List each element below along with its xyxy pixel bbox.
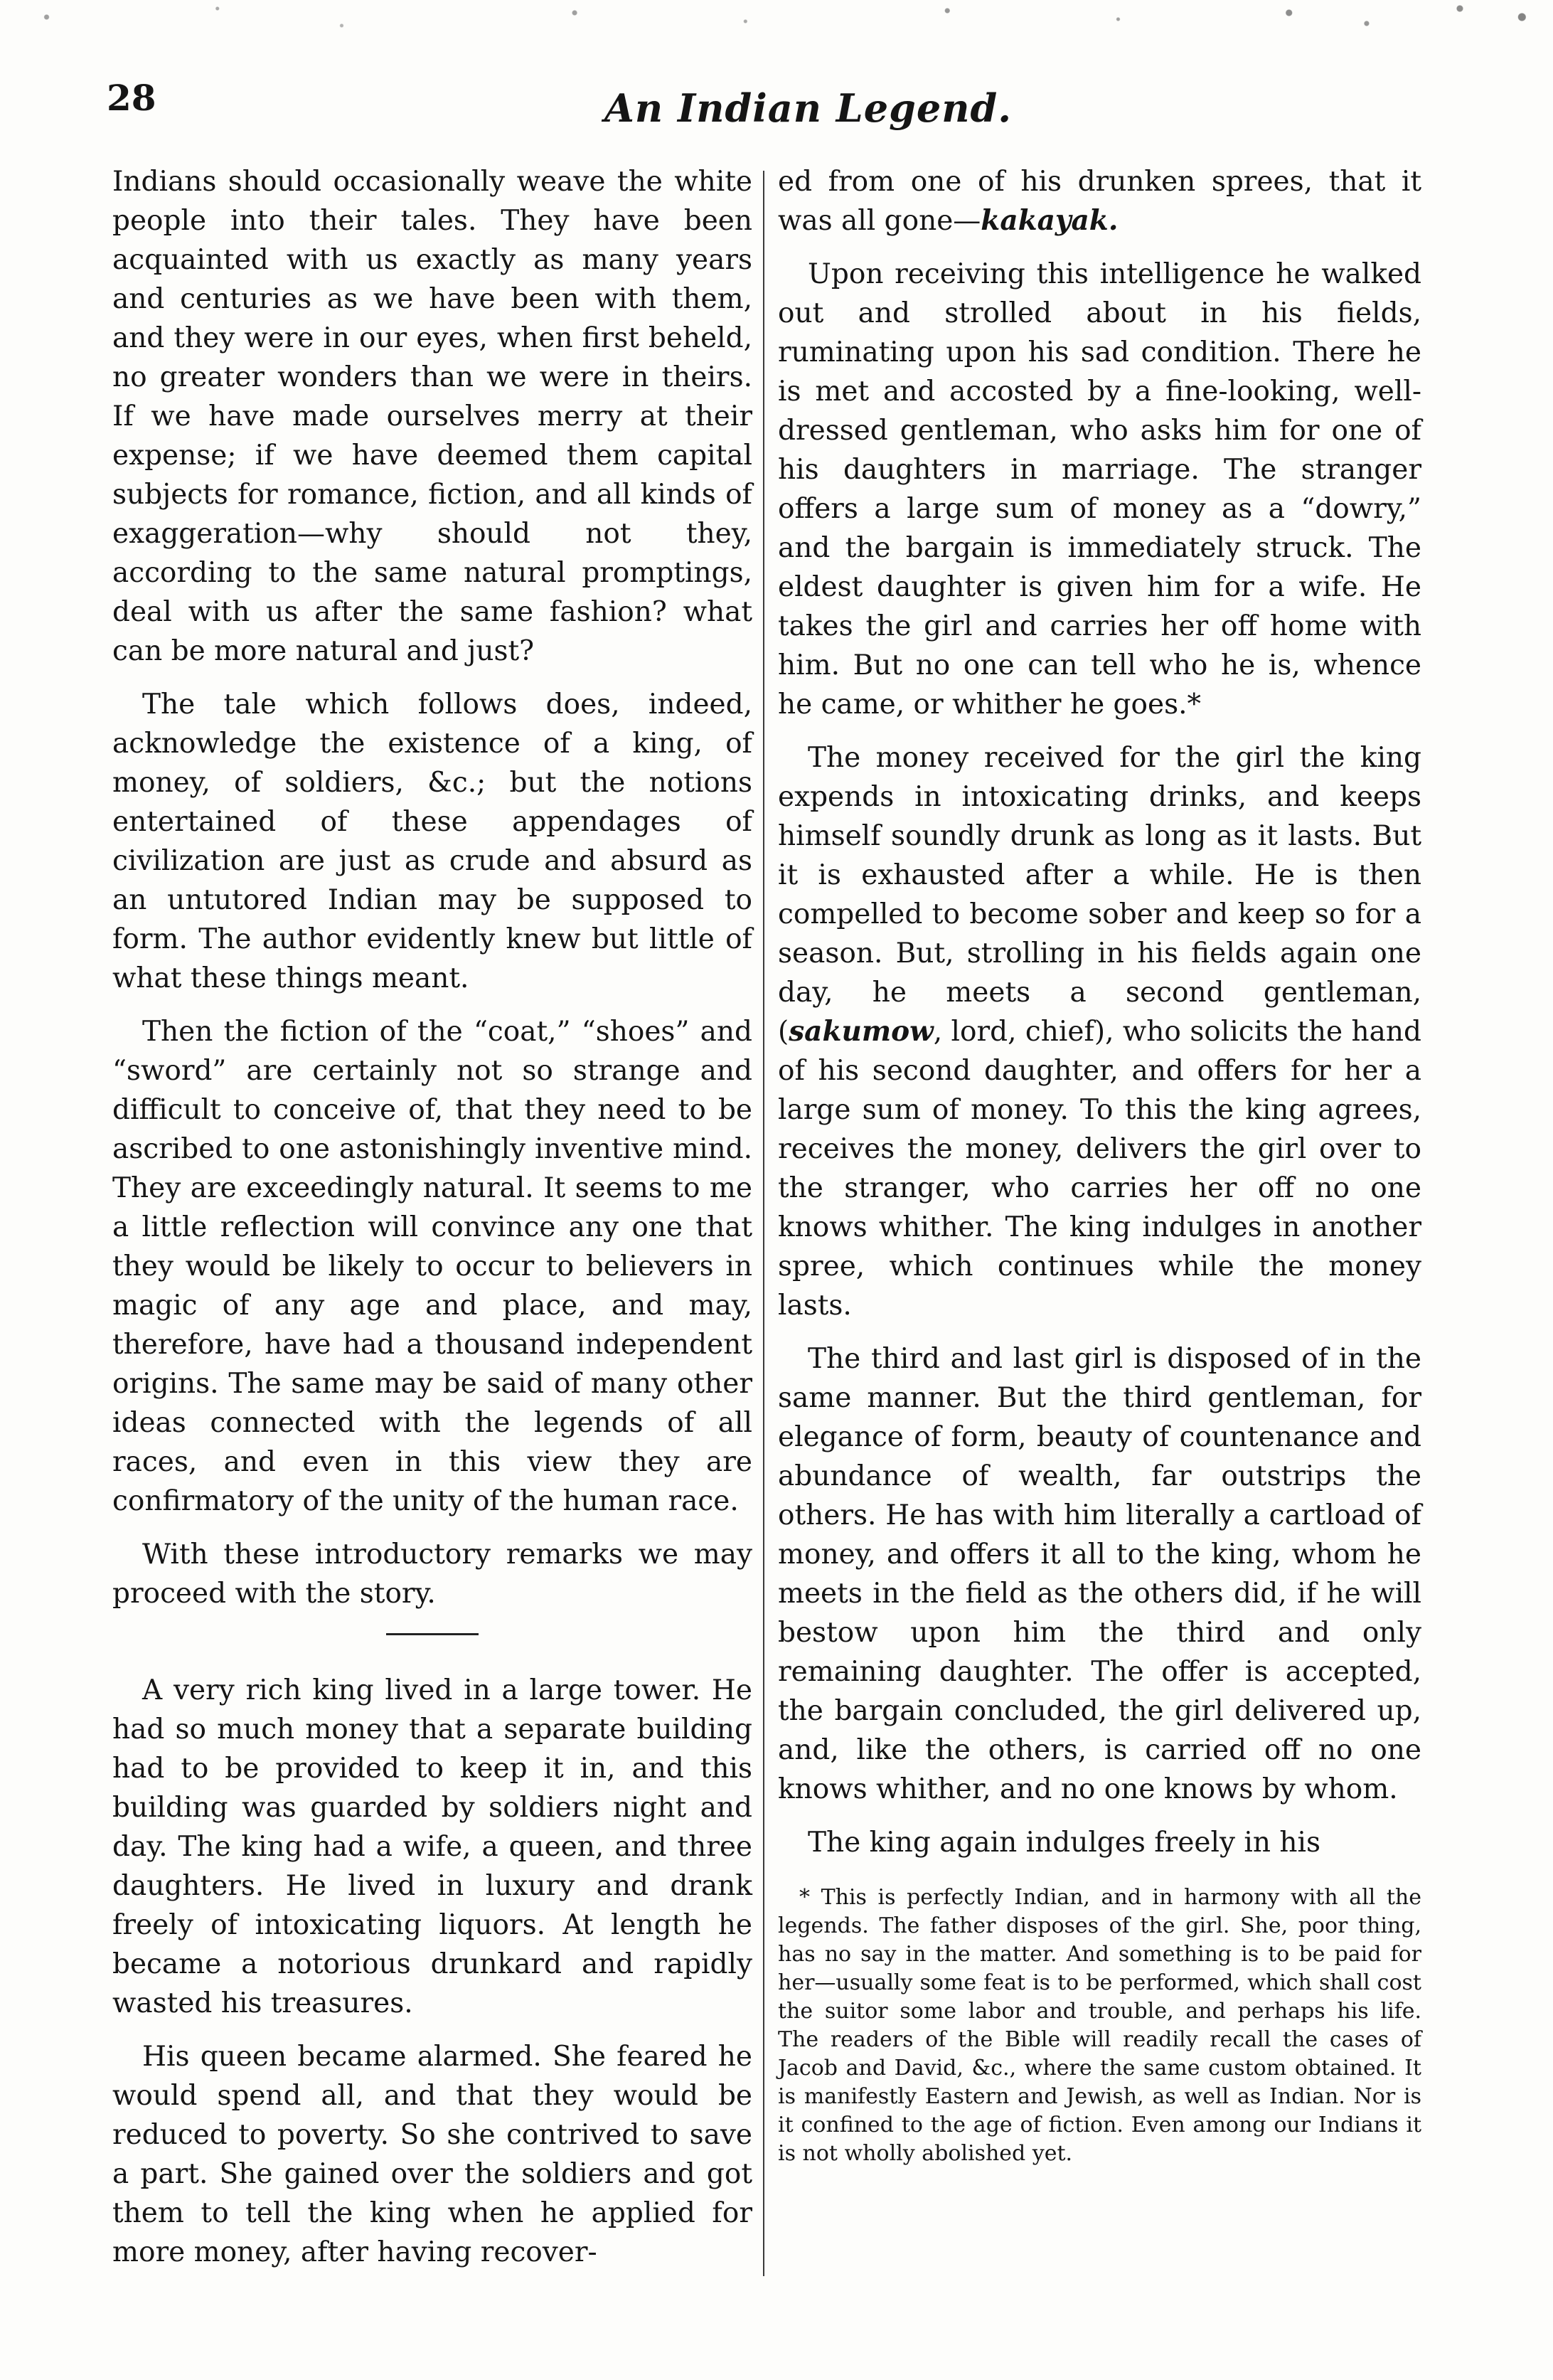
right-column: [778, 162, 1421, 2168]
page-edge-speckle: [0, 0, 1553, 43]
paragraph: The tale which follows does, indeed, acknowledge the existence of a king, of money, of soldiers, &c.; but the notions entertained of these appendages of civilization are just as crude and absurd as an untutored Indian may be supposed to form. The author evidently knew but little of what these things meant.: [112, 689, 752, 994]
paragraph: Upon receiving this intelligence he walked out and strolled about in his fields, ruminating upon his sad condition. There he is met and accosted by a fine-looking, well-dressed gentleman, who asks him for one of his daughters in marriage. The stranger offers a large sum of money as a “dowry,” and the bargain is immediately struck. The eldest daughter is given him for a wife. He takes the girl and carries her off home with him. But no one can tell who he is, whence he came, or whither he goes.*: [778, 258, 1421, 721]
page-number: 28: [107, 77, 156, 119]
paragraph-text: ed from one of his drunken sprees, that it was all gone—: [778, 166, 1421, 237]
paragraph: [778, 162, 1421, 240]
running-title: An Indian Legend.: [604, 85, 1013, 131]
page-header: [107, 77, 1443, 141]
paragraph-text: , lord, chief), who solicits the hand of his second daughter, and offers for her a large sum of money. To this the king agrees, receives the money, delivers the girl over to the stranger, who carries her off no one knows whither. The king indulges in another spree, which continues while the money lasts.: [778, 1016, 1421, 1322]
section-separator: [386, 1633, 479, 1635]
paragraph-text: The money received for the girl the king expends in intoxicating drinks, and keeps himself soundly drunk as long as it lasts. But it is exhausted after a while. He is then compelled to become sober and keep so for a season. But, strolling in his fields again one day, he meets a second gentleman, (: [778, 742, 1421, 1048]
paragraph: Then the fiction of the “coat,” “shoes” and “sword” are certainly not so strange and difficult to conceive of, that they need to be ascribed to one astonishingly inventive mind. They are exceedingly natural. It seems to me a little reflection will convince any one that they would be likely to occur to believers in magic of any age and place, and may, therefore, have had a thousand independent origins. The same may be said of many other ideas connected with the legends of all races, and even in this view they are confirmatory of the unity of the human race.: [112, 1016, 752, 1517]
paragraph: The king again indulges freely in his: [808, 1827, 1320, 1859]
paragraph: A very rich king lived in a large tower. He had so much money that a separate building had to be provided to keep it in, and this building was guarded by soldiers night and day. The king had a wife, a queen, and three daughters. He lived in luxury and drank freely of intoxicating liquors. At length he became a notorious drunkard and rapidly wasted his treasures.: [112, 1674, 752, 2019]
paragraph: The third and last girl is disposed of in the same manner. But the third gentleman, for elegance of form, beauty of countenance and abundance of wealth, far outstrips the others. He has with him literally a cartload of money, and offers it all to the king, whom he meets in the field as the others did, if he will bestow upon him the third and only remaining daughter. The offer is accepted, the bargain concluded, the girl delivered up, and, like the others, is carried off no one knows whither, and no one knows by whom.: [778, 1343, 1421, 1805]
footnote: * This is perfectly Indian, and in harmony with all the legends. The father disposes of the girl. She, poor thing, has no say in the matter. And something is to be paid for her—usually some feat is to be performed, which shall cost the suitor some labor and trouble, and perhaps his life. The readers of the Bible will readily recall the cases of Jacob and David, &c., where the same custom obtained. It is manifestly Eastern and Jewish, as well as Indian. Nor is it confined to the age of fiction. Even among our Indians it is not wholly abolished yet.: [778, 1885, 1421, 2166]
paragraph: [778, 738, 1421, 1325]
column-divider: [763, 171, 764, 2276]
indian-word: kakayak.: [981, 204, 1119, 237]
left-column: [112, 162, 752, 2286]
paragraph: His queen became alarmed. She feared he would spend all, and that they would be reduced to poverty. So she contrived to save a part. She gained over the soldiers and got them to tell the king when he applied for more money, after having recover-: [112, 2041, 752, 2268]
paragraph: With these introductory remarks we may proceed with the story.: [112, 1539, 752, 1610]
paragraph: Indians should occasionally weave the white people into their tales. They have been acquainted with us exactly as many years and centuries as we have been with them, and they were in our eyes, when first beheld, no greater wonders than we were in theirs. If we have made ourselves merry at their expense; if we have deemed them capital subjects for romance, fiction, and all kinds of exaggeration—why should not they, according to the same natural promptings, deal with us after the same fashion? what can be more natural and just?: [112, 166, 752, 667]
indian-word: sakumow: [789, 1015, 934, 1048]
